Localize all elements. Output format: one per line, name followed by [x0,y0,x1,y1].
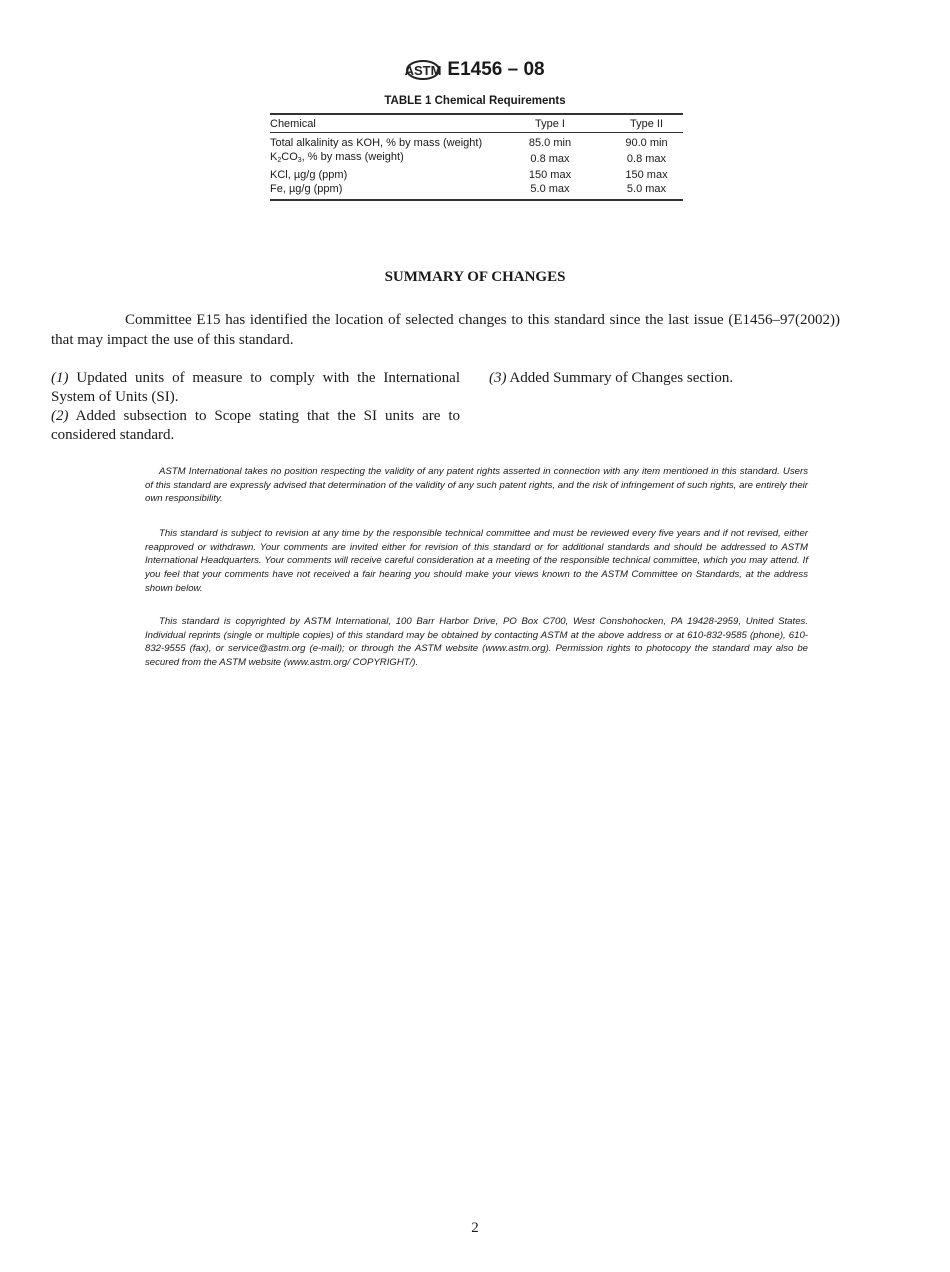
designation: E1456 – 08 [447,59,545,81]
chemical-cell [270,150,490,168]
table-caption: TABLE 1 Chemical Requirements [384,95,566,107]
type2-cell: 90.0 min [625,137,668,149]
summary-title: SUMMARY OF CHANGES [384,269,566,285]
type1-cell: 5.0 max [530,183,570,195]
svg-text:ASTM: ASTM [405,63,442,78]
type1-cell: 0.8 max [530,153,570,165]
chemical-cell: Fe, µg/g (ppm) [270,183,343,195]
table-header-row [270,114,683,133]
page-number: 2 [471,1220,479,1236]
item-number: (2) [51,408,69,424]
chemical-cell: KCl, µg/g (ppm) [270,169,348,181]
table-row [270,168,683,182]
formula-part: , % by mass (weight) [301,151,404,163]
formula-subscript: 3 [297,157,302,164]
copyright-notice [145,615,808,670]
type2-cell: 150 max [625,169,668,181]
type1-cell: 150 max [528,169,572,181]
item-text: Updated units of measure to comply with the International System of Units (SI). [51,370,460,405]
astm-logo-icon [405,55,441,85]
summary-intro: Committee E15 has identified the location of selected changes to this standard since the last issue (E1456–97(2002)) that may impact the use of this standard. [51,312,840,348]
formula-part: K [270,151,278,163]
revision-notice [145,527,808,596]
chemical-cell: Total alkalinity as KOH, % by mass (weight) [270,137,483,149]
column-header: Type I [535,118,565,130]
change-item [51,407,460,445]
change-item [489,369,840,388]
patent-notice [145,465,808,506]
page-header [0,55,950,85]
changes-right-column [489,369,840,388]
item-text: Added subsection to Scope stating that the SI units are to considered standard. [51,408,460,443]
item-number: (1) [51,370,69,386]
notice-text: This standard is subject to revision at any time by the responsible technical committee and must be reviewed every five years and if not revised, either reapproved or withdrawn. Your comments are invited either for revision of this standard or for additional standards and should be addressed to ASTM International Headquarters. Your comments will receive careful consideration at a meeting of the responsible technical committee, which you may attend. If you feel that your comments have not received a fair hearing you should make your views known to the ASTM Committee on Standards, at the address shown below. [145,528,808,594]
formula-subscript: 2 [277,157,282,164]
table-row [270,182,683,200]
notice-text: ASTM International takes no position respecting the validity of any patent rights asserted in connection with any item mentioned in this standard. Users of this standard are expressly advised that determination of the validity of any such patent rights, and the risk of infringement of such rights, are entirely their own responsibility. [145,466,808,505]
item-text: Added Summary of Changes section. [506,370,734,386]
item-number: (3) [489,370,507,386]
notice-text: This standard is copyrighted by ASTM International, 100 Barr Harbor Drive, PO Box C700, West Conshohocken, PA 19428-2959, United States. Individual reprints (single or multiple copies) of this standard may be obtained by contacting ASTM at the above address or at 610-832-9585 (phone), 610-832-9555 (fax), or service@astm.org (e-mail); or through the ASTM website (www.astm.org). Permission rights to photocopy the standard may also be secured from the ASTM website (www.astm.org/ COPYRIGHT/). [145,616,808,669]
type2-cell: 5.0 max [626,183,667,195]
column-header: Chemical [270,118,316,130]
table-row [270,133,683,151]
chemical-requirements-table [270,113,683,201]
type2-cell: 0.8 max [626,153,667,165]
column-header: Type II [629,118,664,130]
table-row [270,150,683,168]
change-item [51,369,460,407]
changes-left-column [51,369,460,445]
type1-cell: 85.0 min [528,137,572,149]
formula-part: CO [281,151,298,163]
